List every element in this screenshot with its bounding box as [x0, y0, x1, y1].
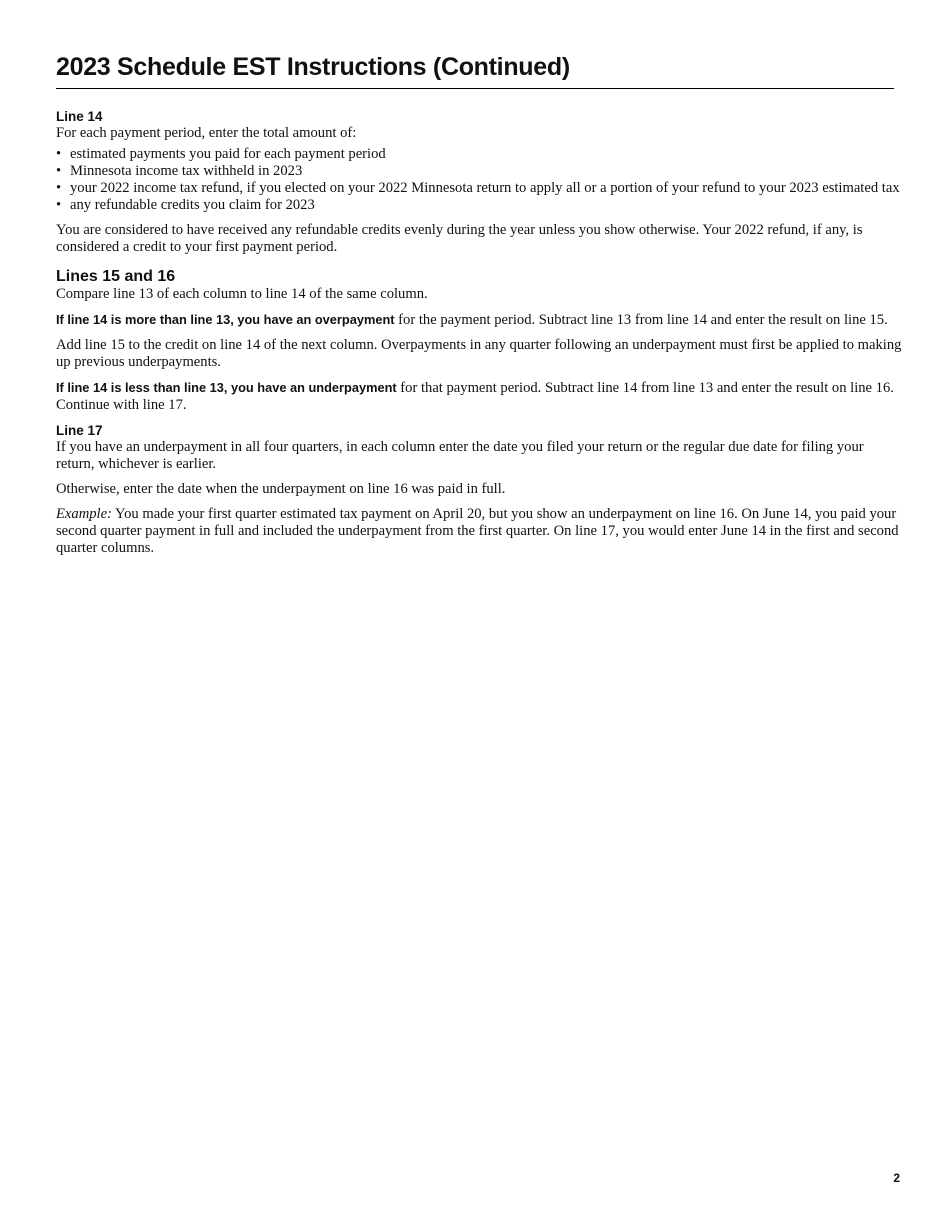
- section-line-17: [56, 423, 902, 557]
- overpayment-lead: If line 14 is more than line 13, you have an overpayment: [56, 312, 395, 327]
- section-heading-lines-15-16: Lines 15 and 16: [56, 268, 176, 285]
- list-item: [56, 197, 902, 214]
- list-item: [56, 180, 902, 197]
- lines-15-16-intro: Compare line 13 of each column to line 14 of the same column.: [56, 286, 428, 302]
- page-number: 2: [893, 1171, 900, 1185]
- list-item-text: any refundable credits you claim for 2023: [70, 197, 315, 213]
- section-lines-15-16: [56, 268, 902, 414]
- overpayment-paragraph: [56, 311, 902, 329]
- underpayment-text: for that payment period. Subtract line 14 from line 13 and enter the result on line 16. Continue with line 17.: [56, 380, 894, 413]
- line-14-intro: For each payment period, enter the total amount of:: [56, 125, 357, 141]
- page-title: 2023 Schedule EST Instructions (Continued): [56, 52, 894, 89]
- underpayment-lead: If line 14 is less than line 13, you have an underpayment: [56, 380, 397, 395]
- line-17-example: [56, 506, 902, 557]
- carry-forward-paragraph: Add line 15 to the credit on line 14 of the next column. Overpayments in any quarter following an underpayment must first be applied to making up previous underpayments.: [56, 337, 902, 370]
- section-heading-line-17: Line 17: [56, 423, 103, 438]
- section-heading-line-14: Line 14: [56, 109, 103, 124]
- overpayment-text: for the payment period. Subtract line 13 from line 14 and enter the result on line 15.: [394, 312, 888, 328]
- line-14-bullet-list: [56, 146, 902, 214]
- bullet-glyph: •: [56, 180, 62, 196]
- section-line-14: [56, 109, 902, 256]
- line-17-paragraph-2: Otherwise, enter the date when the underpayment on line 16 was paid in full.: [56, 481, 506, 497]
- list-item-text: your 2022 income tax refund, if you elected on your 2022 Minnesota return to apply all or a portion of your refund to your 2023 estimated tax: [70, 180, 900, 196]
- list-item: [56, 163, 902, 180]
- bullet-glyph: •: [56, 146, 62, 162]
- line-14-closing: You are considered to have received any refundable credits evenly during the year unless you show otherwise. Your 2022 refund, if any, is considered a credit to your first payment period.: [56, 222, 863, 255]
- list-item: [56, 146, 902, 163]
- bullet-glyph: •: [56, 197, 62, 213]
- underpayment-paragraph: [56, 379, 902, 414]
- example-text: You made your first quarter estimated tax payment on April 20, but you show an underpayment on line 16. On June 14, you paid your second quarter payment in full and included the underpayment from the first quarter. On line 17, you would enter June 14 in the first and second quarter columns.: [56, 506, 899, 556]
- list-item-text: Minnesota income tax withheld in 2023: [70, 163, 303, 179]
- line-17-paragraph-1: If you have an underpayment in all four quarters, in each column enter the date you filed your return or the regular due date for filing your return, whichever is earlier.: [56, 439, 864, 472]
- document-page: [56, 0, 902, 557]
- example-label: Example:: [56, 506, 112, 522]
- list-item-text: estimated payments you paid for each payment period: [70, 146, 386, 162]
- bullet-glyph: •: [56, 163, 62, 179]
